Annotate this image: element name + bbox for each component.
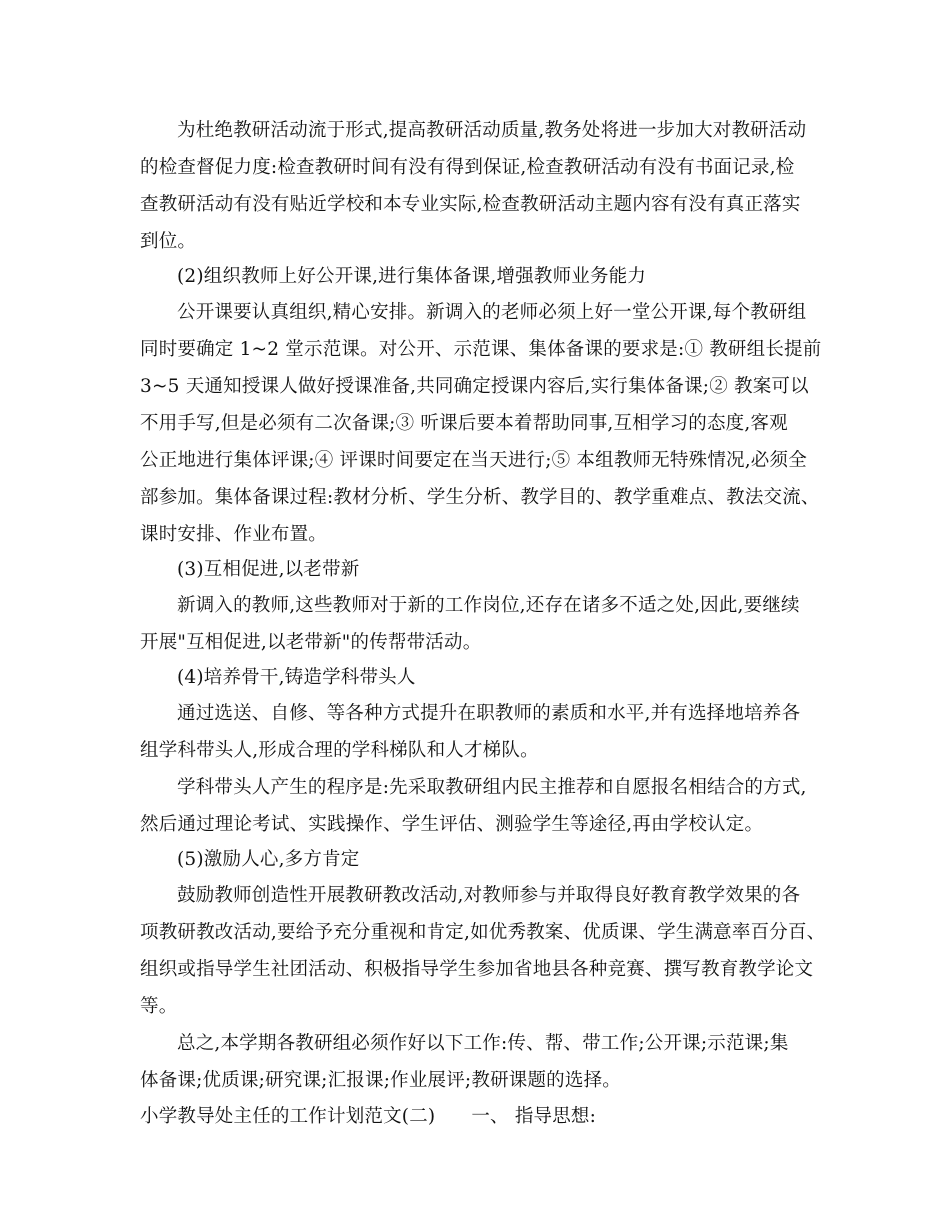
paragraph-line: 部参加。集体备课过程:教材分析、学生分析、教学目的、教学重难点、教法交流、 [140, 487, 820, 508]
paragraph-line: 总之,本学期各教研组必须作好以下工作:传、帮、带工作;公开课;示范课;集 [177, 1033, 789, 1054]
paragraph-line: 查教研活动有没有贴近学校和本专业实际,检查教研活动主题内容有没有真正落实 [140, 194, 801, 215]
paragraph-line: 等。 [140, 996, 178, 1017]
paragraph-line: 到位。 [140, 231, 197, 252]
section-heading: (5)激励人心,多方肯定 [177, 849, 360, 870]
section-heading: (3)互相促进,以老带新 [177, 559, 360, 580]
next-document-heading [140, 1106, 820, 1128]
section-title: 一、 指导思想: [471, 1106, 597, 1127]
paragraph-line: 鼓励教师创造性开展教研教改活动,对教师参与并取得良好教育教学效果的各 [177, 885, 801, 906]
paragraph-line: 3~5 天通知授课人做好授课准备,共同确定授课内容后,实行集体备课;② 教案可以 [140, 376, 809, 397]
paragraph-line: 然后通过理论考试、实践操作、学生评估、测验学生等途径,再由学校认定。 [140, 814, 764, 835]
paragraph-line: 为杜绝教研活动流于形式,提高教研活动质量,教务处将进一步加大对教研活动 [177, 120, 807, 141]
document-title: 小学教导处主任的工作计划范文(二) [140, 1106, 436, 1127]
paragraph-line: 公开课要认真组织,精心安排。新调入的老师必须上好一堂公开课,每个教研组 [177, 302, 807, 323]
paragraph-line: 项教研教改活动,要给予充分重视和肯定,如优秀教案、优质课、学生满意率百分百、 [140, 922, 826, 943]
paragraph-line: 学科带头人产生的程序是:先采取教研组内民主推荐和自愿报名相结合的方式, [177, 777, 807, 798]
paragraph-line: 公正地进行集体评课;④ 评课时间要定在当天进行;⑤ 本组教师无特殊情况,必须全 [140, 450, 807, 471]
paragraph-line: 课时安排、作业布置。 [140, 524, 328, 545]
paragraph-line: 组织或指导学生社团活动、积极指导学生参加省地县各种竞赛、撰写教育教学论文 [140, 959, 814, 980]
paragraph-line: 通过选送、自修、等各种方式提升在职教师的素质和水平,并有选择地培养各 [177, 703, 801, 724]
paragraph-line: 体备课;优质课;研究课;汇报课;作业展评;教研课题的选择。 [140, 1070, 621, 1091]
section-heading: (2)组织教师上好公开课,进行集体备课,增强教师业务能力 [177, 266, 647, 287]
paragraph-line: 同时要确定 1~2 堂示范课。对公开、示范课、集体备课的要求是:① 教研组长提前 [140, 339, 822, 360]
paragraph-line: 组学科带头人,形成合理的学科梯队和人才梯队。 [140, 740, 539, 761]
paragraph-line: 开展"互相促进,以老带新"的传帮带活动。 [140, 632, 482, 653]
paragraph-line: 的检查督促力度:检查教研时间有没有得到保证,检查教研活动有没有书面记录,检 [140, 157, 795, 178]
paragraph-line: 新调入的教师,这些教师对于新的工作岗位,还存在诸多不适之处,因此,要继续 [177, 595, 800, 616]
section-heading: (4)培养骨干,铸造学科带头人 [177, 667, 416, 688]
paragraph-line: 不用手写,但是必须有二次备课;③ 听课后要本着帮助同事,互相学习的态度,客观 [140, 413, 788, 434]
